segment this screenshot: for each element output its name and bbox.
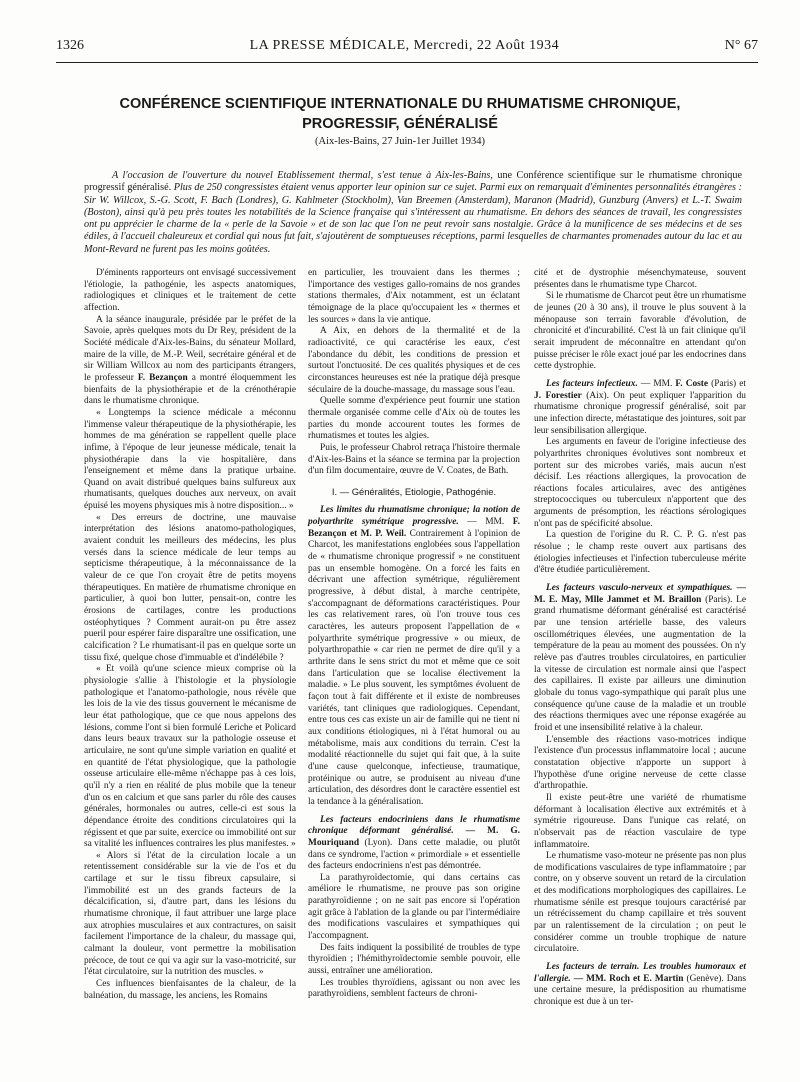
paragraph: Les facteurs endocriniens dans le rhumatisme chronique déformant généralisé. — M. G. Mouriquand (Lyon). Dans cette maladie, ou plutôt dans ce syndrome, l'action « primordiale » et essentielle des facteurs endocriniens n'est pas démontrée.: [308, 814, 520, 872]
author-name: F. Bezançon: [137, 372, 188, 383]
paragraph: L'ensemble des réactions vaso-motrices indique l'existence d'un processus inflammatoire local ; aucune constatation objective n'apporte un support à l'hypothèse d'une origine nerveuse de cette classe d'arthropathie.: [534, 734, 746, 792]
article-intro: A l'occasion de l'ouverture du nouvel Etablissement thermal, s'est tenue à Aix-les-Bains, une Conférence scientifique sur le rhumatisme chronique progressif généralisé. Plus de 250 congressistes étaient venus apporter leur opinion sur ce sujet. Parmi eux on remarquait d'éminentes personnalités étrangères : Sir W. Willcox, S.-G. Scott, F. Bach (Londres), G. Kahlmeter (Stockholm), Van Breemen (Amsterdam), Maranon (Madrid), Gunzburg (Anvers) et L.-T. Swaim (Boston), ainsi qu'à peu près toutes les notabilités de la Science française qui s'intéressent au rhumatisme. En dehors des séances de travail, les congressistes ont pu apprécier le charme de la « perle de la Savoie » et de son lac que l'on ne peut revoir sans nostalgie. Grâce à la munificence de ses médecins et de ses édiles, à l'accueil chaleureux et cordial qui nous fut fait, s'ajoutèrent de somptueuses réceptions, parmi lesquelles de charmantes promenades autour du lac et au Mont-Revard ne furent pas les moins goûtées.: [84, 170, 742, 255]
paragraph: Ces influences bienfaisantes de la chaleur, de la balnéation, du massage, les anciens, les Romains: [84, 979, 296, 1001]
paragraph: Des faits indiquent la possibilité de troubles de type thyroïdien ; l'hémithyroïdectomie semble pouvoir, elle aussi, entraîner une amélioration.: [308, 942, 520, 977]
issue-number: N° 67: [724, 38, 758, 53]
paragraph: Il existe peut-être une variété de rhumatisme déformant à localisation élective aux extrémités et à symétrie rigoureuse. Dans l'unique cas relaté, on n'observait pas de réaction vasculaire de type inflammatoire.: [534, 792, 746, 850]
paragraph: D'éminents rapporteurs ont envisagé successivement l'étiologie, la pathogénie, les aspects anatomiques, radiologiques et cliniques et le traitement de cette affection.: [84, 268, 296, 313]
paragraph: Quelle somme d'expérience peut fournir une station thermale organisée comme celle d'Aix où de toutes les parties du monde accourent toutes les formes de rhumatismes et toutes les algies.: [308, 396, 520, 442]
page-header: [56, 38, 758, 63]
section-heading: I. — Généralités, Etiologie, Pathogénie.: [331, 485, 497, 497]
paragraph: La parathyroïdectomie, qui dans certains cas améliore le rhumatisme, ne prouve pas son origine parathyroïdienne ; on ne sait pas encore si l'opération agit grâce à l'ablation de la glande ou par l'intermédiaire des modifications vasculaires et sympathiques qui l'accompagnent.: [308, 872, 520, 942]
paragraph: Les facteurs infectieux. — MM. F. Coste (Paris) et J. Forestier (Aix). On peut expliquer l'apparition du rhumatisme chronique progressif généralisé, soit par une infection directe, métastatique des jointures, soit par leur sensibilisation allergique.: [534, 378, 746, 436]
article-title: [40, 94, 760, 134]
subsection-heading: Les facteurs endocriniens dans le rhumatisme chronique déformant généralisé.: [308, 814, 520, 837]
paragraph: « Et voilà qu'une science mieux comprise où la physiologie s'allie à l'histologie et la physiologie pathologique et l'anatomo-pathologie, nous révèle que les lois de la vie des tissus gouvernent le mécanisme de leur état pathologique, que ce que nous appelons des lésions, comme l'ont si bien formulé Leriche et Policard dans leurs beaux travaux sur la pathologie osseuse et articulaire, ne sont qu'une simple variation en qualité et en quantité de l'état physiologique, que la pathologie osseuse articulaire elle-même n'échappe pas à ces lois, qu'il n'y a rien en réalité de plus mobile que la teneur d'un os en calcium et que sans parler du rôle des causes générales, hormonales ou autres, celle-ci est sous la dépendance étroite des conditions circulatoires qui la régissent et que par suite, exercice ou immobilité ont sur sa vitalité les influences contraires les plus manifestes. »: [84, 664, 296, 850]
paragraph: Le rhumatisme vaso-moteur ne présente pas non plus de modifications vasculaires de type inflammatoire ; par contre, on y observe souvent un retard de la circulation et des modifications morphologiques des capillaires. Le rhumatisme sénile est presque toujours caractérisé par un rétrécissement du champ capillaire et très souvent par un ralentissement de la circulation ; on peut le considérer comme un trouble trophique de nature circulatoire.: [534, 851, 746, 955]
text-column-1: [84, 268, 296, 1002]
paragraph: en particulier, les trouvaient dans les thermes ; l'importance des vestiges gallo-romains de nos grandes stations thermales, d'Aix notamment, est un éclatant témoignage de la place qu'occupaient les « thermes et les sources » dans la vie antique.: [308, 268, 520, 325]
paragraph: Puis, le professeur Chabrol retraça l'histoire thermale d'Aix-les-Bains et la séance se termina par la projection d'un film documentaire, œuvre de V. Coates, de Bath.: [308, 442, 520, 477]
paragraph: « Longtemps la science médicale a méconnu l'immense valeur thérapeutique de la physiothérapie, les hommes de ma génération se rappellent quelle place infime, à l'époque de leur jeunesse médicale, tenait la physiothérapie dans la vie hospitalière, dans l'enseignement et même dans la pratique urbaine. Quand on avait distribué quelques bains sulfureux aux rhumatisants, quelques douches aux nerveux, on avait épuisé les moyens physiques mis à notre disposition... »: [84, 407, 296, 512]
paragraph: « Alors si l'état de la circulation locale a un retentissement considérable sur la vie de l'os et du cartilage et sur le tissu fibreux capsulaire, si l'immobilité est un des grands facteurs de la décalcification, si, d'autre part, dans les lésions du rhumatisme chronique, il faut attribuer une large place aux atrophies musculaires et aux contractures, on saisit facilement l'importance de la chaleur, du massage qui, calmant la douleur, vont permettre la mobilisation précoce, de tout ce qui va agir sur la vaso-motricité, sur l'état circulatoire, sur la nutrition des muscles. »: [84, 850, 296, 978]
subsection-heading: Les facteurs de terrain. Les troubles humoraux et l'allergie.: [534, 962, 746, 984]
page-number: 1326: [56, 38, 84, 53]
paragraph: Les limites du rhumatisme chronique; la notion de polyarthrite symétrique progressive. — MM. F. Bezançon et M. P. Weil. Contrairement à l'opinion de Charcot, les manifestations englobées sous l'appellation de « rhumatisme chronique progressif » ne constituent pas un ensemble homogène. On a forcé les faits en décrivant une affection symétrique, régulièrement progressive, à début distal, à marche centripète, s'accompagnant de déformations caractéristiques. Pour les cas relativement rares, où l'on trouve tous ces caractères, les auteurs proposent l'appellation de « polyarthrite symétrique progressive » ou mieux, de polyarthropathie « car rien ne permet de dire qu'il y a arthrite dans le sens strict du mot et même que ce soit dans l'articulation que se localise électivement la maladie. » Le plus souvent, les symptômes évoluent de façon tout à fait différente et il existe de nombreuses variétés, tant cliniques que radiologiques. Cependant, entre tous ces cas existe un air de famille qui ne tient ni aux conditions étiologiques, ni à l'état humoral ou au métabolisme, mais aux conditions du terrain. C'est la modalité réactionnelle du sujet qui fait que, à la suite d'une cause quelconque, infectieuse, traumatique, protéinique ou autre, se produisent au niveau d'une articulation, des désordres dont le caractère essentiel est la tendance à la généralisation.: [308, 505, 521, 807]
title-line-2: PROGRESSIF, GÉNÉRALISÉ: [302, 116, 498, 132]
author-name: F. Coste: [675, 378, 709, 389]
text-column-3: [534, 268, 746, 1009]
paragraph: Les troubles thyroïdiens, agissant ou non avec les parathyroïdiens, semblent facteurs de chroni-: [308, 977, 520, 1000]
author-name: J. Forestier: [534, 390, 582, 401]
paragraph: A Aix, en dehors de la thermalité et de la radioactivité, ce qui caractérise les eaux, c'est l'abondance du débit, les conditions de pression et surtout l'onctuosité. De ces qualités physiques et de ces circonstances heureuses est née la pratique déjà presque séculaire de la douche-massage, du massage sous l'eau.: [308, 326, 520, 395]
author-name: — MM. Roch et E. Martin: [570, 973, 684, 984]
paragraph: A la séance inaugurale, présidée par le préfet de la Savoie, après quelques mots du Dr Rey, président de la Société médicale d'Aix-les-Bains, du sénateur Mollard, maire de la ville, de M.-P. Weil, secrétaire général et de sir William Willcox au nom des participants étrangers, le professeur F. Bezançon a montré éloquemment les bienfaits de la physiothérapie et de la crénothérapie dans le rhumatisme chronique.: [84, 314, 297, 407]
paragraph: Les arguments en faveur de l'origine infectieuse des polyarthrites chroniques évolutives sont nombreux et portent sur des microbes variés, mais aucun n'est décisif. Les réactions allergiques, la provocation de réactions focales articulaires, avec des antigènes streptococciques ou tuberculeux n'apportent que des arguments de présomption, les réactions sérologiques n'ont pas de spécificité absolue.: [534, 437, 746, 529]
paragraph: Les facteurs de terrain. Les troubles humoraux et l'allergie. — MM. Roch et E. Martin (Genève). Dans une certaine mesure, la prédisposition au rhumatisme chronique est due à un ter-: [534, 962, 746, 1008]
text-column-2: [308, 268, 520, 1001]
paragraph: Les facteurs vasculo-nerveux et sympathiques. — M. E. May, Mlle Jammet et M. Braillon (Paris). Le grand rhumatisme déformant généralisé est caractérisé par une tension artérielle basse, des valeurs oscillométriques élevées, une augmentation de la température de la peau au moment des poussées. On n'y relève pas d'autres troubles circulatoires, en particulier la vitesse de circulation est normale ainsi que l'aspect des capillaires. Il existe par ailleurs une diminution globale du tonus vago-sympathique qui paraît plus une conséquence qu'une cause de la maladie et un trouble des réactions thermiques avec une réponse exagérée au froid et une insensibilité relative à la chaleur.: [534, 583, 746, 733]
subsection-heading: Les facteurs vasculo-nerveux et sympathiques.: [546, 583, 733, 594]
paragraph: « Des erreurs de doctrine, une mauvaise interprétation des lésions anatomo-pathologiques, avaient conduit les meilleurs des médecins, les plus versés dans la science médicale de leur temps au septicisme thérapeutique, à la méconnaissance de la valeur de ce que l'on croyait être de petits moyens thérapeutiques. En matière de rhumatisme chronique en particulier, à quoi bon lutter, pensait-on, contre les érosions de cartilages, contre les productions ostéophytiques ? Comment aurait-on pu être assez pueril pour espérer faire disparaître une ossification, une calcification ? Le rhumatisant-il pas en quelque sorte un tissu fixé, quelque chose d'immuable et d'indélébile ?: [84, 512, 296, 663]
paragraph: Si le rhumatisme de Charcot peut être un rhumatisme de jeunes (20 à 30 ans), il trouve le plus souvent à la ménopause son terrain favorable d'évolution, de chronicité et d'incurabilité. C'est là un fait clinique qu'il serait imprudent de méconnaître en attendant qu'on puisse préciser le rôle exact joué par les endocrines dans cette dystrophie.: [534, 291, 746, 372]
author-name: F. Bezançon et M. P. Weil.: [308, 517, 521, 539]
subsection-heading: Les facteurs infectieux.: [546, 378, 638, 389]
author-name: — M. G. Mouriquand: [308, 826, 520, 848]
paragraph: cité et de dystrophie mésenchymateuse, souvent présentes dans le rhumatisme type Charcot.: [534, 268, 746, 290]
paragraph: La question de l'origine du R. C. P. G. n'est pas résolue ; le champ reste ouvert aux partisans des étiologies infectieuses et l'infection tuberculeuse mérite d'être étudiée particulièrement.: [534, 530, 746, 576]
subsection-heading: Les limites du rhumatisme chronique; la notion de polyarthrite symétrique progressive.: [308, 505, 520, 528]
author-name: — M. E. May, Mlle Jammet et M. Braillon: [534, 583, 746, 605]
title-line-1: CONFÉRENCE SCIENTIFIQUE INTERNATIONALE DU RHUMATISME CHRONIQUE,: [119, 96, 681, 112]
article-place-date: (Aix-les-Bains, 27 Juin-1er Juillet 1934): [314, 136, 485, 147]
journal-title: LA PRESSE MÉDICALE, Mercredi, 22 Août 1934: [249, 38, 560, 53]
